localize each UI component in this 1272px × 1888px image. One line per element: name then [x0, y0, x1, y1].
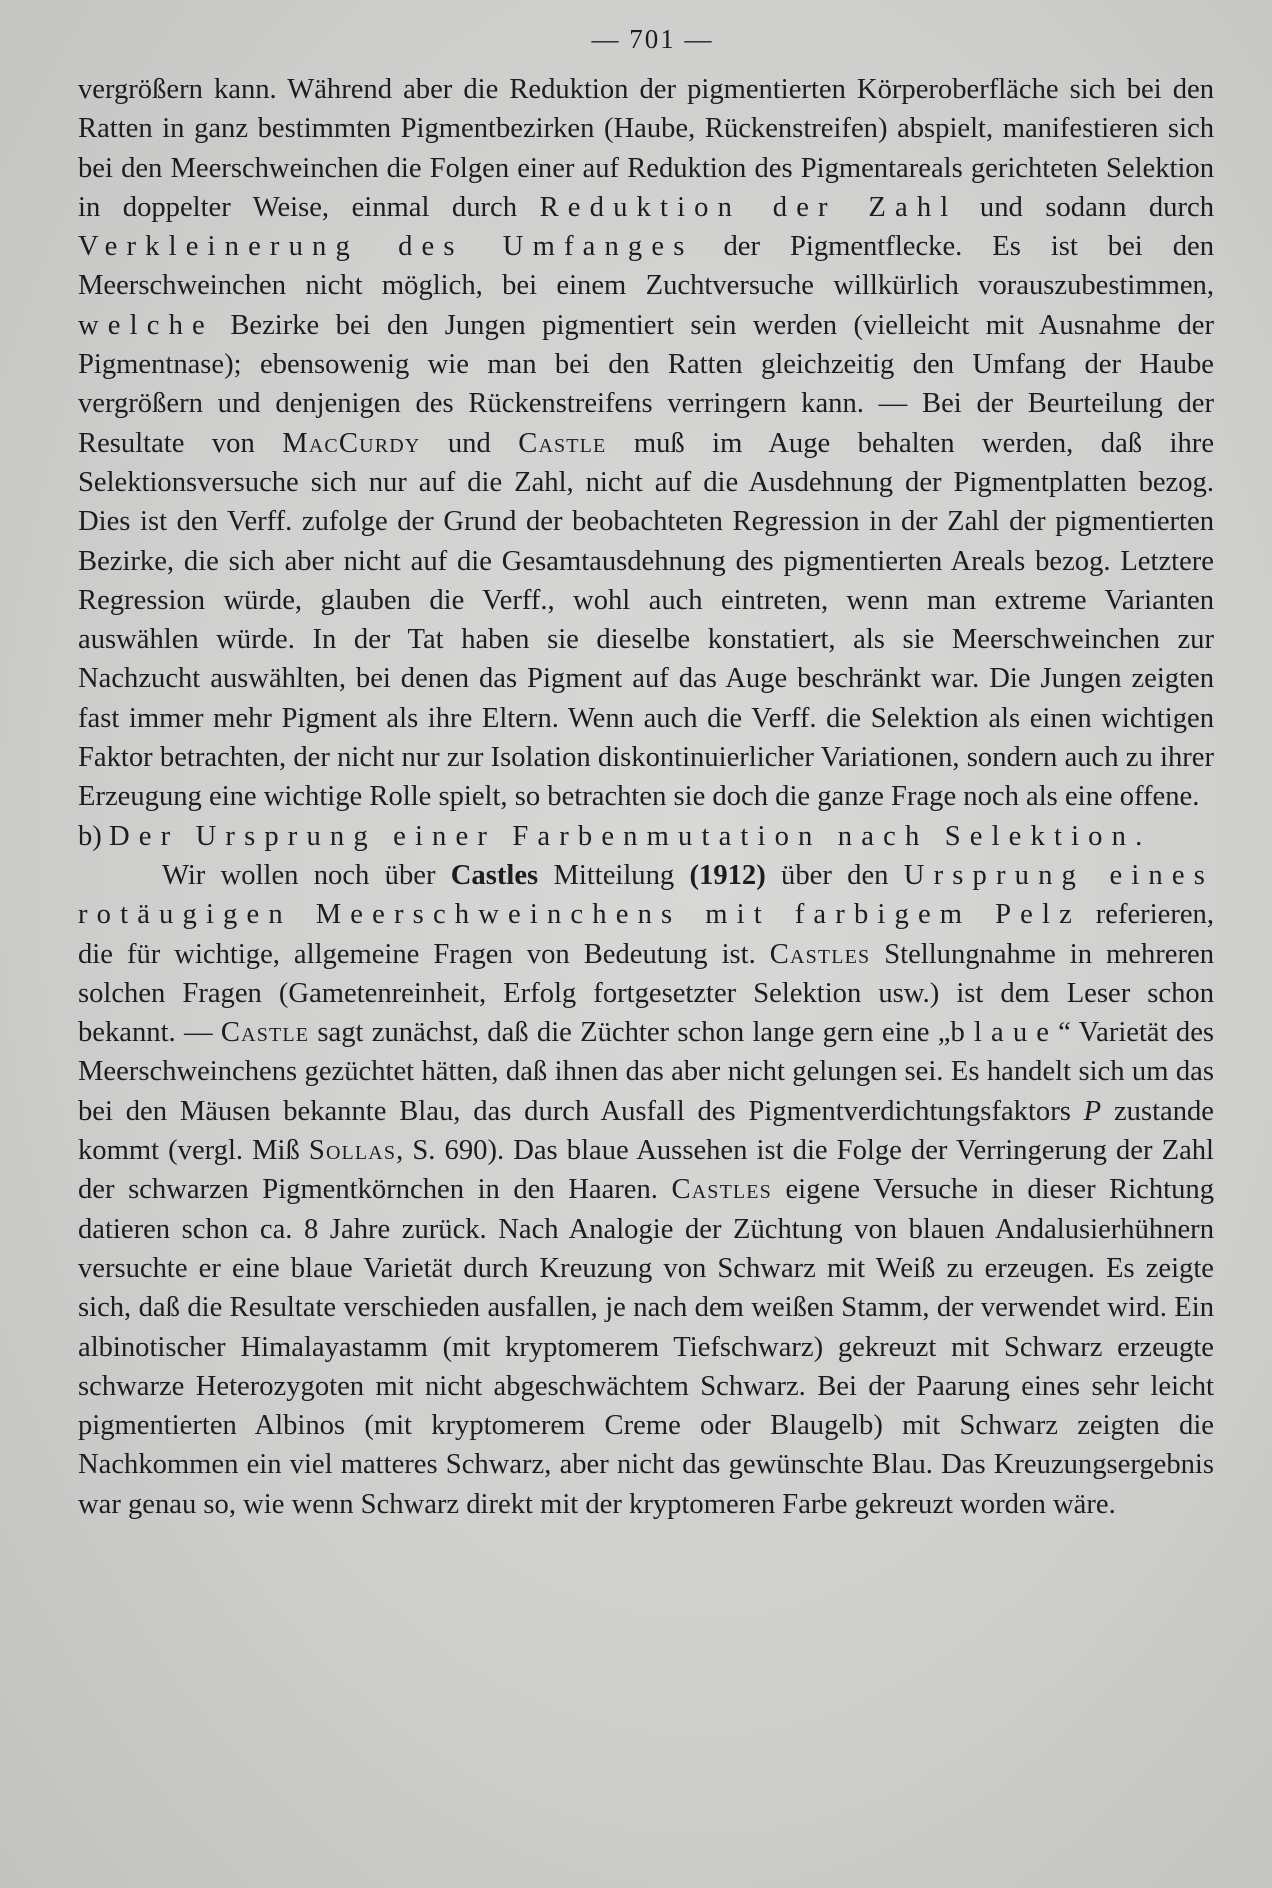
- spaced-emphasis: Reduktion der Zahl: [539, 191, 958, 223]
- text-run: , S. 690). Das blaue Aussehen ist die Folge der Verringerung der Zahl der schwarzen Pigmentkörnchen in den Haaren.: [78, 1135, 1214, 1206]
- bold-name: Castles: [450, 859, 539, 891]
- author-name: Castle: [220, 1017, 310, 1049]
- author-name: Castles: [769, 938, 871, 970]
- author-name: Sollas: [308, 1135, 397, 1167]
- section-title: Der Ursprung einer Farbenmutation nach Selektion.: [108, 820, 1152, 852]
- text-run: und: [420, 427, 519, 459]
- text-run: der Pigmentflecke. Es ist bei den Meerschweinchen nicht möglich, bei einem Zuchtversuche willkürlich vorauszubestimmen,: [78, 231, 1215, 302]
- author-name: Castle: [518, 427, 607, 459]
- paragraph-1: [78, 70, 1214, 817]
- bold-year: (1912): [689, 859, 766, 891]
- page-number: — 701 —: [591, 24, 714, 54]
- text-run: zustande kommt (vergl. Miß: [78, 1095, 1214, 1167]
- spaced-emphasis: welche: [78, 309, 214, 341]
- text-run: und sodann durch: [957, 191, 1214, 223]
- text-run: vergrößern kann. Während aber die Reduktion der pigmentierten Körperoberfläche sich bei den Ratten in ganz bestimmten Pigmentbezirken (Haube, Rückenstreifen) abspielt, manifestieren sich bei den Meerschweinchen die Folgen einer auf Reduktion des Pigmentareals gerichteten Selektion in doppelter Weise, einmal durch: [78, 74, 1214, 223]
- spaced-emphasis: blaue: [950, 1017, 1059, 1049]
- text-run: sagt zunächst, daß die Züchter schon lange gern eine „: [309, 1017, 951, 1049]
- section-label: b): [78, 820, 109, 852]
- paragraph-2: [78, 856, 1214, 1524]
- section-heading: [78, 817, 1214, 856]
- text-run: eigene Versuche in dieser Richtung datieren schon ca. 8 Jahre zurück. Nach Analogie der Züchtung von blauen Andalusierhühnern versuchte er eine blaue Varietät durch Kreuzung von Schwarz mit Weiß zu erzeugen. Es zeigte sich, daß die Resultate verschieden ausfallen, je nach dem weißen Stamm, der verwendet wird. Ein albinotischer Himalayastamm (mit kryptomerem Tiefschwarz) gekreuzt mit Schwarz erzeugte schwarze Heterozygoten mit nicht abgeschwächtem Schwarz. Bei der Paarung eines sehr leicht pigmentierten Albinos (mit kryptomerem Creme oder Blaugelb) mit Schwarz zeigten die Nachkommen ein viel matteres Schwarz, aber nicht das gewünschte Blau. Das Kreuzungsergebnis war genau so, wie wenn Schwarz direkt mit der kryptomeren Farbe gekreuzt worden wäre.: [78, 1174, 1214, 1520]
- italic-symbol: P: [1083, 1095, 1102, 1127]
- text-run: “ Varietät des Meerschweinchens gezüchtet hätten, daß ihnen das aber nicht gelungen sei. Es handelt sich um das bei den Mäusen bekannte Blau, das durch Ausfall des Pigmentverdichtungsfaktors: [78, 1017, 1215, 1127]
- author-name: MacCurdy: [282, 427, 421, 459]
- text-run: Bezirke bei den Jungen pigmentiert sein werden (vielleicht mit Ausnahme der Pigmentnase); ebensowenig wie man bei den Ratten gleichzeitig den Umfang der Haube vergrößern und denjenigen des Rückenstreifens verringern kann. — Bei der Beurteilung der Resultate von: [78, 309, 1214, 459]
- text-run: Mitteilung: [538, 859, 690, 891]
- text-run: muß im Auge behalten werden, daß ihre Selektionsversuche sich nur auf die Zahl, nicht auf die Ausdehnung der Pigmentplatten bezog. Dies ist den Verff. zufolge der Grund der beobachteten Regression in der Zahl der pigmentierten Bezirke, die sich aber nicht auf die Gesamtausdehnung des pigmentierten Areals bezog. Letztere Regression würde, glauben die Verff., wohl auch eintreten, wenn man extreme Varianten auswählen würde. In der Tat haben sie dieselbe konstatiert, als sie Meerschweinchen zur Nachzucht auswählten, bei denen das Pigment auf das Auge beschränkt war. Die Jungen zeigten fast immer mehr Pigment als ihre Eltern. Wenn auch die Verff. die Selektion als einen wichtigen Faktor betrachten, der nicht nur zur Isolation diskontinuierlicher Variationen, sondern auch zu ihrer Erzeugung eine wichtige Rolle spielt, so betrachten sie doch die ganze Frage noch als eine offene.: [78, 427, 1215, 813]
- body-text: [78, 70, 1214, 1524]
- spaced-emphasis: Verkleinerung des Umfanges: [78, 231, 694, 263]
- author-name: Castles: [671, 1174, 772, 1206]
- text-run: Wir wollen noch über: [162, 859, 451, 891]
- text-run: Stellungnahme in mehreren solchen Fragen (Gametenreinheit, Erfolg fortgesetzter Selektion usw.) ist dem Leser schon bekannt. —: [78, 938, 1214, 1049]
- text-run: über den: [765, 859, 904, 891]
- spaced-emphasis: Ursprung eines rotäugigen Meerschweinchens mit farbigem Pelz: [78, 859, 1214, 931]
- text-run: referieren, die für wichtige, allgemeine Fragen von Bedeutung ist.: [78, 899, 1214, 970]
